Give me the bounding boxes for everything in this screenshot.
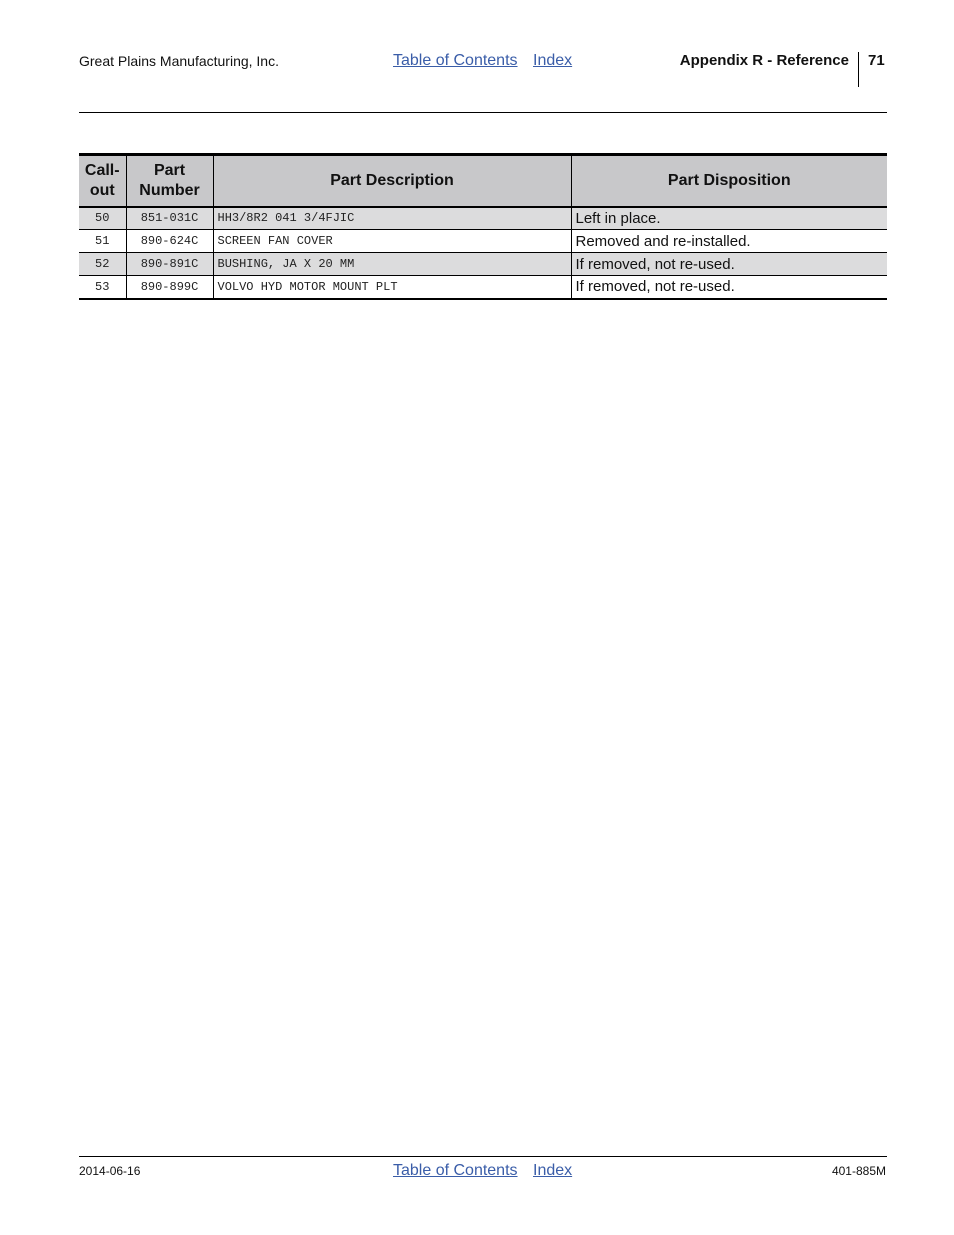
callout-header-line1: Call- bbox=[84, 161, 120, 179]
table-row bbox=[79, 207, 887, 230]
disposition-cell: Removed and re-installed. bbox=[571, 230, 887, 253]
callout-cell: 52 bbox=[79, 253, 126, 276]
table-of-contents-link[interactable]: Table of Contents bbox=[393, 52, 518, 69]
footer-index-link[interactable]: Index bbox=[533, 1162, 573, 1179]
company-name: Great Plains Manufacturing, Inc. bbox=[79, 53, 279, 69]
footer-table-of-contents-link[interactable]: Table of Contents bbox=[393, 1162, 518, 1179]
table-row bbox=[79, 230, 887, 253]
part-number-header-line1: Part bbox=[153, 161, 186, 179]
disposition-cell: If removed, not re-used. bbox=[571, 253, 887, 276]
disposition-cell: If removed, not re-used. bbox=[571, 276, 887, 299]
parts-table bbox=[79, 153, 887, 300]
description-cell: HH3/8R2 041 3/4FJIC bbox=[213, 207, 571, 230]
part-number-cell: 890-891C bbox=[126, 253, 213, 276]
column-header-disposition: Part Disposition bbox=[571, 155, 887, 207]
section-title: Appendix R - Reference bbox=[679, 52, 849, 69]
table-header-row bbox=[79, 155, 887, 207]
part-number-header-line2: Number bbox=[139, 181, 200, 199]
column-header-callout bbox=[79, 155, 126, 207]
page-number: 71 bbox=[868, 52, 885, 69]
footer-date: 2014-06-16 bbox=[79, 1164, 141, 1178]
header-rule bbox=[79, 112, 887, 113]
description-cell: VOLVO HYD MOTOR MOUNT PLT bbox=[213, 276, 571, 299]
part-number-cell: 890-624C bbox=[126, 230, 213, 253]
column-header-part-number bbox=[126, 155, 213, 207]
callout-cell: 53 bbox=[79, 276, 126, 299]
index-link[interactable]: Index bbox=[533, 52, 573, 69]
callout-cell: 50 bbox=[79, 207, 126, 230]
description-cell: BUSHING, JA X 20 MM bbox=[213, 253, 571, 276]
header-divider bbox=[858, 52, 859, 87]
part-number-cell: 851-031C bbox=[126, 207, 213, 230]
footer-rule bbox=[79, 1156, 887, 1157]
table-row bbox=[79, 276, 887, 299]
description-cell: SCREEN FAN COVER bbox=[213, 230, 571, 253]
disposition-cell: Left in place. bbox=[571, 207, 887, 230]
column-header-description: Part Description bbox=[213, 155, 571, 207]
callout-cell: 51 bbox=[79, 230, 126, 253]
document-number: 401-885M bbox=[831, 1164, 886, 1178]
part-number-cell: 890-899C bbox=[126, 276, 213, 299]
callout-header-line2: out bbox=[89, 181, 115, 199]
table-row bbox=[79, 253, 887, 276]
